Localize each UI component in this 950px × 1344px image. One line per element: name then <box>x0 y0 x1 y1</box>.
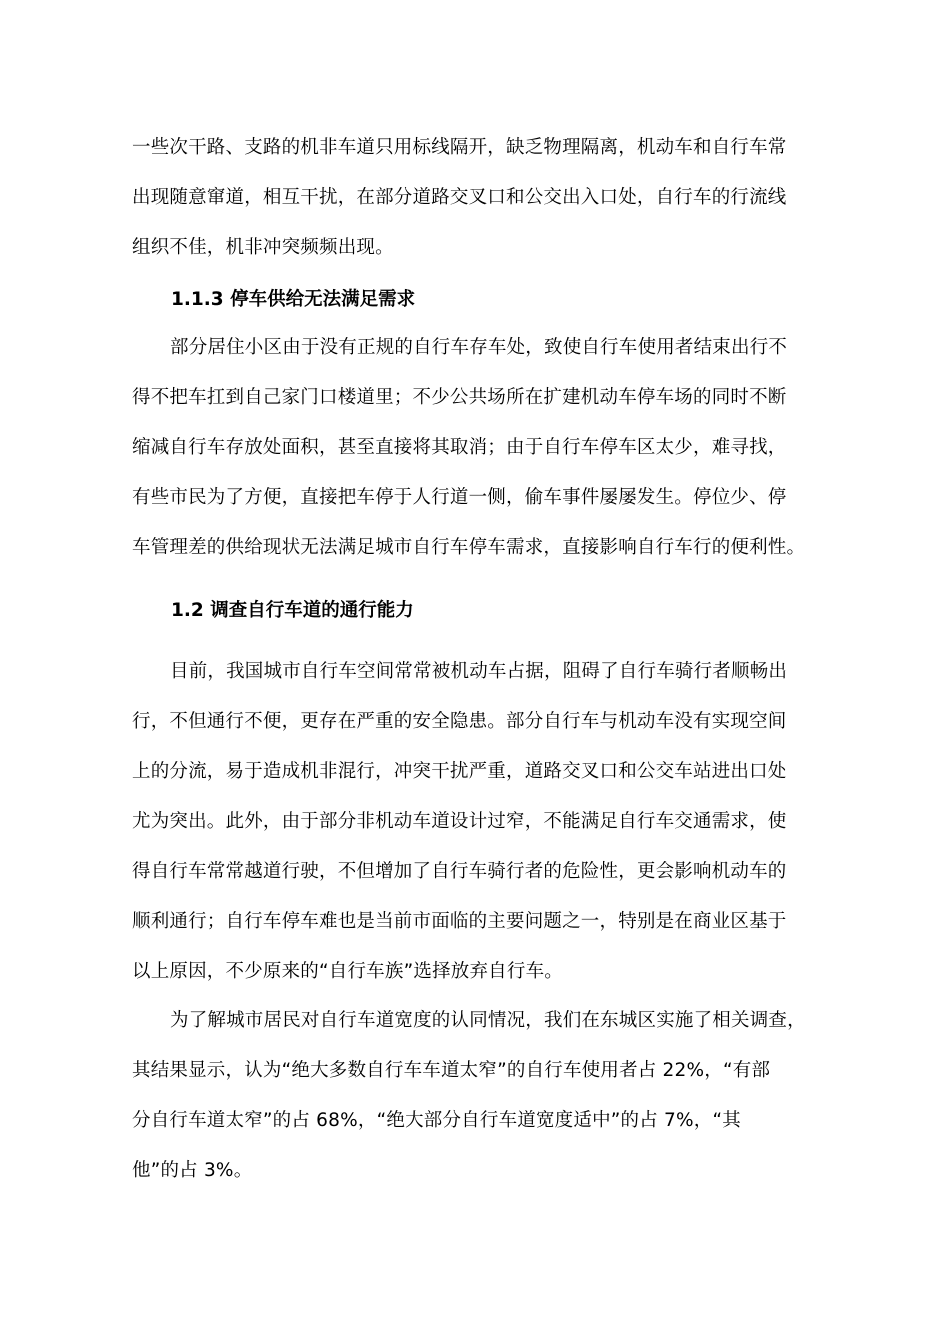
text-line: 顺利通行；自行车停车难也是当前市面临的主要问题之一，特别是在商业区基于 <box>132 911 787 932</box>
paragraph-survey-results <box>132 996 822 1196</box>
text-line: 分自行车道太窄”的占 68%，“绝大部分自行车道宽度适中”的占 7%，“其 <box>132 1110 741 1131</box>
text-line: 部分居住小区由于没有正规的自行车存车处，致使自行车使用者结束出行不 <box>170 337 788 358</box>
section-heading-1-1-3: 1.1.3 停车供给无法满足需求 <box>171 289 416 310</box>
section-heading-1-2: 1.2 调查自行车道的通行能力 <box>171 600 414 621</box>
text-line: 得自行车常常越道行驶，不但增加了自行车骑行者的危险性，更会影响机动车的 <box>132 861 787 882</box>
text-line: 得不把车扛到自己家门口楼道里；不少公共场所在扩建机动车停车场的同时不断 <box>132 387 787 408</box>
text-line: 行，不但通行不便，更存在严重的安全隐患。部分自行车与机动车没有实现空间 <box>132 711 787 732</box>
text-line: 出现随意窜道，相互干扰，在部分道路交叉口和公交出入口处，自行车的行流线 <box>132 187 787 208</box>
paragraph-parking-supply <box>132 323 822 573</box>
paragraph-capacity-survey <box>132 647 822 997</box>
paragraph-bike-lane-separation <box>132 123 822 273</box>
text-line: 目前，我国城市自行车空间常常被机动车占据，阻碍了自行车骑行者顺畅出 <box>170 661 788 682</box>
text-line: 组织不佳，机非冲突频频出现。 <box>132 237 394 258</box>
text-line: 有些市民为了方便，直接把车停于人行道一侧，偷车事件屡屡发生。停位少、停 <box>132 487 787 508</box>
text-line: 车管理差的供给现状无法满足城市自行车停车需求，直接影响自行车行的便利性。 <box>132 537 806 558</box>
text-line: 尤为突出。此外，由于部分非机动车道设计过窄，不能满足自行车交通需求，使 <box>132 811 787 832</box>
text-line: 以上原因，不少原来的“自行车族”选择放弃自行车。 <box>132 961 563 982</box>
text-line: 其结果显示，认为“绝大多数自行车车道太窄”的自行车使用者占 22%，“有部 <box>132 1060 771 1081</box>
text-line: 一些次干路、支路的机非车道只用标线隔开，缺乏物理隔离，机动车和自行车常 <box>132 137 787 158</box>
text-line: 缩减自行车存放处面积，甚至直接将其取消；由于自行车停车区太少，难寻找， <box>132 437 787 458</box>
text-line: 上的分流，易于造成机非混行，冲突干扰严重，道路交叉口和公交车站进出口处 <box>132 761 787 782</box>
text-line: 他”的占 3%。 <box>132 1160 253 1181</box>
text-line: 为了解城市居民对自行车道宽度的认同情况，我们在东城区实施了相关调查， <box>170 1010 806 1031</box>
